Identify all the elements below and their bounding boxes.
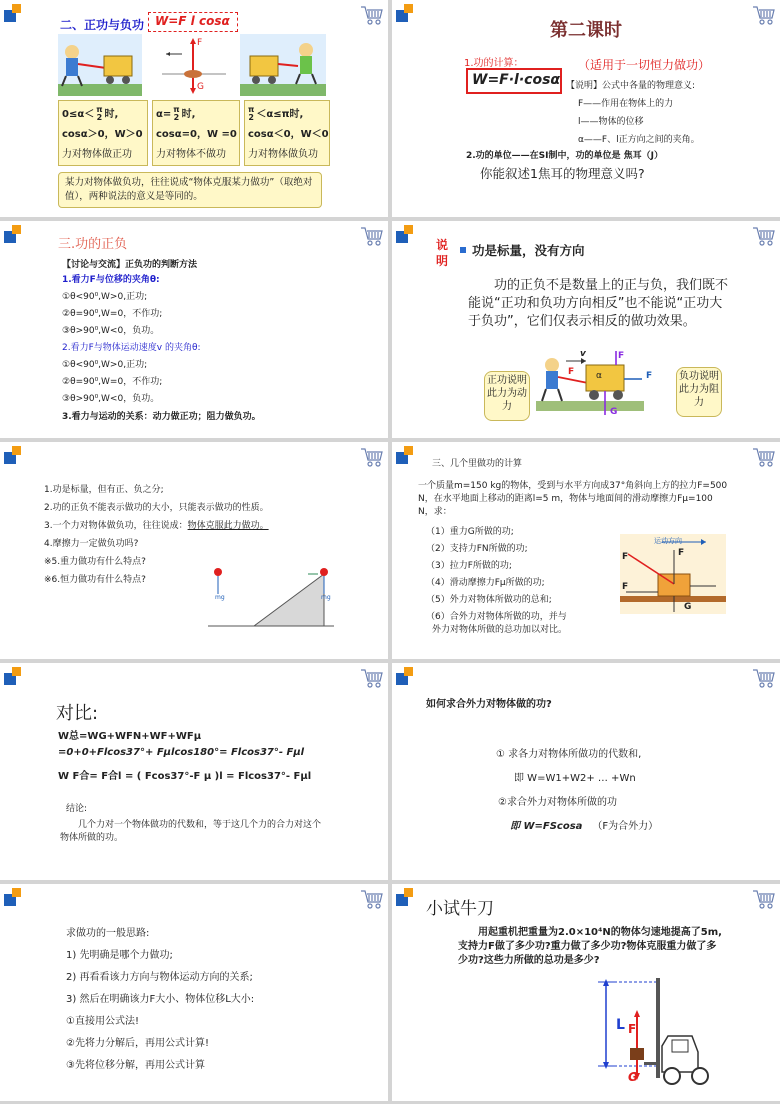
fig-label-g: G: [197, 82, 204, 92]
question-3: （3）拉力F所做的功;: [426, 561, 512, 571]
step-2: 2) 再看看该力方向与物体运动方向的关系;: [66, 972, 253, 983]
unit-line: 2.功的单位——在SI制中，功的单位是 焦耳（J）: [466, 151, 663, 161]
label-l: L: [616, 1017, 625, 1033]
figure-force-perpendicular: [152, 34, 234, 96]
method-1-formula: 即 W=W1+W2+ … +Wn: [514, 773, 636, 784]
method-a1: ①θ<90⁰,W>0,正功;: [62, 292, 148, 302]
figure-block-forces: [620, 534, 726, 614]
method-a2: ②θ=90⁰,W=0，不作功;: [62, 309, 163, 319]
cart-icon: [752, 446, 776, 468]
explain: 【说明】公式中各量的物理意义:: [566, 81, 696, 91]
cart-icon: [752, 225, 776, 247]
case2-line1b: 时,: [181, 109, 196, 120]
case1-line3: 力对物体做正功: [62, 149, 132, 160]
slide-sign-of-work: [0, 221, 388, 438]
cart-icon: [360, 225, 384, 247]
case-negative: [244, 100, 330, 166]
note-tag: 说明: [436, 238, 449, 268]
case2-frac-top: π: [173, 105, 180, 114]
label-f: F: [622, 552, 629, 562]
label-ff: F: [646, 371, 653, 381]
case2-frac-bot: 2: [173, 113, 180, 122]
method-a3: ③θ>90⁰,W<0，负功。: [62, 326, 160, 336]
case2-line1: α=: [156, 109, 172, 120]
case-zero: [152, 100, 240, 166]
figure-push-back-cart: [240, 34, 326, 96]
equation-2: =0+0+Flcos37°+ Fμlcos180°= Flcos37°- Fμl: [58, 747, 305, 758]
cart-icon: [360, 4, 384, 26]
slide-general-approach: [0, 884, 388, 1101]
point-6: ※6.恒力做功有什么特点?: [44, 575, 146, 585]
logo-icon: [396, 4, 414, 22]
label-g: G: [628, 1070, 638, 1084]
formula-box: [148, 12, 238, 32]
slide-title: 第二课时: [550, 20, 622, 41]
choice-3: ③先将位移分解，再用公式计算: [66, 1060, 205, 1071]
fig-mg-left: mg: [215, 594, 225, 601]
case3-line1: ＜α≤π时,: [256, 109, 304, 120]
explain-f: F——作用在物体上的力: [578, 99, 674, 109]
conclusion-text: 几个力对一个物体做功的代数和，等于这几个力的合力对这个物体所做的功。: [60, 820, 322, 843]
applies-note: （适用于一切恒力做功）: [578, 58, 711, 72]
motion-direction: 运动方向: [654, 537, 682, 545]
method-2-note: （F为合外力）: [592, 821, 659, 832]
method-2-formula: 即 W=FScosa: [510, 821, 583, 832]
label-g: G: [610, 407, 618, 417]
slide-title: 对比:: [56, 703, 99, 724]
bubble-positive: 正功说明此力为动力: [484, 371, 530, 421]
method-1: ① 求各力对物体所做功的代数和,: [496, 749, 642, 760]
slide-summary-points: [0, 442, 388, 659]
explain-l: l——物体的位移: [578, 117, 644, 127]
logo-icon: [396, 888, 414, 906]
figure-pull-cart: [58, 34, 142, 96]
cart-icon: [360, 446, 384, 468]
case1-frac-top: π: [96, 105, 103, 114]
cart-icon: [752, 667, 776, 689]
bullet-icon: [460, 247, 466, 253]
logo-icon: [396, 446, 414, 464]
figure-cart-forces: [536, 351, 644, 417]
question-6: （6）合外力对物体所做的功，并与: [426, 612, 567, 622]
slide-title: 三、几个里做功的计算: [432, 459, 523, 469]
slide-work-calculation: [392, 442, 780, 659]
approach-head: 求做功的一般思路:: [66, 928, 150, 939]
case1-line1b: 时,: [104, 109, 119, 120]
case3-frac-top: π: [248, 105, 255, 114]
point-2: 2.功的正负不能表示做功的大小，只能表示做功的性质。: [44, 503, 269, 513]
case2-line3: 力对物体不做功: [156, 149, 226, 160]
logo-icon: [4, 667, 22, 685]
slide-net-work-method: [392, 663, 780, 880]
slide-positive-negative-work: [0, 0, 388, 217]
label-g: G: [684, 602, 692, 612]
slide-second-lesson: [392, 0, 780, 217]
discussion-head: 【讨论与交流】正负功的判断方法: [62, 260, 198, 270]
note-box: [58, 172, 322, 208]
choice-2: ②先将力分解后，再用公式计算!: [66, 1038, 209, 1049]
label-ff: F: [622, 582, 629, 592]
note-text: 某力对物体做负功，往往说成“物体克服某力做功”（取绝对值），两种说法的意义是等同的。: [65, 177, 313, 202]
case1-frac-bot: 2: [96, 113, 103, 122]
cart-icon: [752, 888, 776, 910]
label-fn: F: [678, 548, 685, 558]
conclusion-label: 结论:: [66, 804, 88, 814]
slide-work-scalar: [392, 221, 780, 438]
method-b3: ③θ>90⁰,W<0，负功。: [62, 394, 160, 404]
case3-frac-bot: 2: [248, 113, 254, 122]
label-f: F: [628, 1022, 637, 1036]
label-fn: F: [618, 351, 625, 361]
cart-icon: [752, 4, 776, 26]
formula: W=F·l·cosα: [472, 72, 561, 88]
fig-label-f: F: [197, 38, 203, 48]
figure-incline: [208, 564, 334, 628]
paragraph: 功的正负不是数量上的正与负，我们既不能说“正功和负功方向相反”也不能说“正功大于负功”，它们仅表示相反的做功效果。: [468, 278, 729, 329]
question-1: （1）重力G所做的功;: [426, 527, 514, 537]
slide-title: 二、正功与负功: [60, 18, 145, 32]
question-5: （5）外力对物体所做功的总和;: [426, 595, 552, 605]
equation-3: W F合= F合l = ( Fcos37°-F μ )l = Flcos37°- Fμl: [58, 771, 312, 782]
step-1: 1) 先明确是哪个力做功;: [66, 950, 173, 961]
method-a: 1.看力F与位移的夹角θ:: [62, 275, 160, 285]
problem-text: 用起重机把重量为2.0×10⁴N的物体匀速地提高了5m,支持力F做了多少功?重力做了多少功?物体克服重力做了多少功?这些力所做的总功是多少?: [458, 927, 722, 966]
slide-comparison: [0, 663, 388, 880]
method-2: ②求合外力对物体所做的功: [498, 797, 617, 808]
case-positive: [58, 100, 148, 166]
point-3: 3.一个力对物体做负功，往往说成：: [44, 521, 188, 531]
question-6-cont: 外力对物体所做的总功加以对比。: [432, 625, 568, 635]
equation-1: W总=WG+WFN+WF+WFμ: [58, 731, 202, 742]
question-2: （2）支持力FN所做的功;: [426, 544, 528, 554]
bullet-text: 功是标量，没有方向: [472, 243, 585, 258]
case3-line2: cosα＜0，W＜0: [248, 129, 329, 140]
logo-icon: [396, 667, 414, 685]
logo-icon: [4, 446, 22, 464]
explain-alpha: α——F、l正方向之间的夹角。: [578, 135, 700, 145]
point-4: 4.摩擦力一定做负功吗?: [44, 539, 139, 549]
question: 你能叙述1焦耳的物理意义吗?: [480, 166, 645, 181]
question: 如何求合外力对物体做的功?: [426, 699, 552, 710]
slide-practice: [392, 884, 780, 1101]
case1-line2: cosα＞0，W＞0: [62, 129, 143, 140]
cart-icon: [360, 888, 384, 910]
cart-icon: [360, 667, 384, 689]
logo-icon: [4, 888, 22, 906]
point-5: ※5.重力做功有什么特点?: [44, 557, 146, 567]
formula: W=F l cosα: [155, 14, 230, 28]
formula-box: [466, 68, 562, 94]
item1-label: 1.功的计算：: [464, 58, 524, 69]
logo-icon: [396, 225, 414, 243]
question-4: （4）滑动摩擦力Fμ所做的功;: [426, 578, 545, 588]
method-b2: ②θ=90⁰,W=0，不作功;: [62, 377, 163, 387]
problem-text: 一个质量m=150 kg的物体，受到与水平方向成37°角斜向上方的拉力F=500 N，在水平地面上移动的距离l=5 m，物体与地面间的滑动摩擦力Fμ=100 N，求：: [418, 481, 728, 517]
case1-line1: 0≤α＜: [62, 109, 95, 120]
label-v: v: [580, 349, 586, 359]
point-1: 1.功是标量，但有正、负之分;: [44, 485, 164, 495]
choice-1: ①直接用公式法!: [66, 1016, 139, 1027]
fig-mg-right: mg: [321, 594, 331, 601]
bubble-negative: 负功说明此力为阻力: [676, 367, 722, 417]
logo-icon: [4, 4, 22, 22]
slide-title: 三.功的正负: [58, 237, 128, 252]
label-f: F: [568, 367, 575, 377]
case3-line3: 力对物体做负功: [248, 149, 318, 160]
label-alpha: α: [596, 371, 602, 381]
method-b1: ①θ<90⁰,W>0,正功;: [62, 360, 148, 370]
figure-forklift: [590, 976, 722, 1094]
slide-title: 小试牛刀: [426, 899, 494, 919]
method-b: 2.看力F与物体运动速度v 的夹角θ:: [62, 343, 201, 353]
point-3-underlined: 物体克服此力做功。: [187, 521, 269, 531]
method-c: 3.看力与运动的关系：动力做正功；阻力做负功。: [62, 412, 261, 422]
logo-icon: [4, 225, 22, 243]
step-3: 3) 然后在明确该力F大小、物体位移L大小:: [66, 994, 255, 1005]
case2-line2: cosα=0，W =0: [156, 129, 237, 140]
